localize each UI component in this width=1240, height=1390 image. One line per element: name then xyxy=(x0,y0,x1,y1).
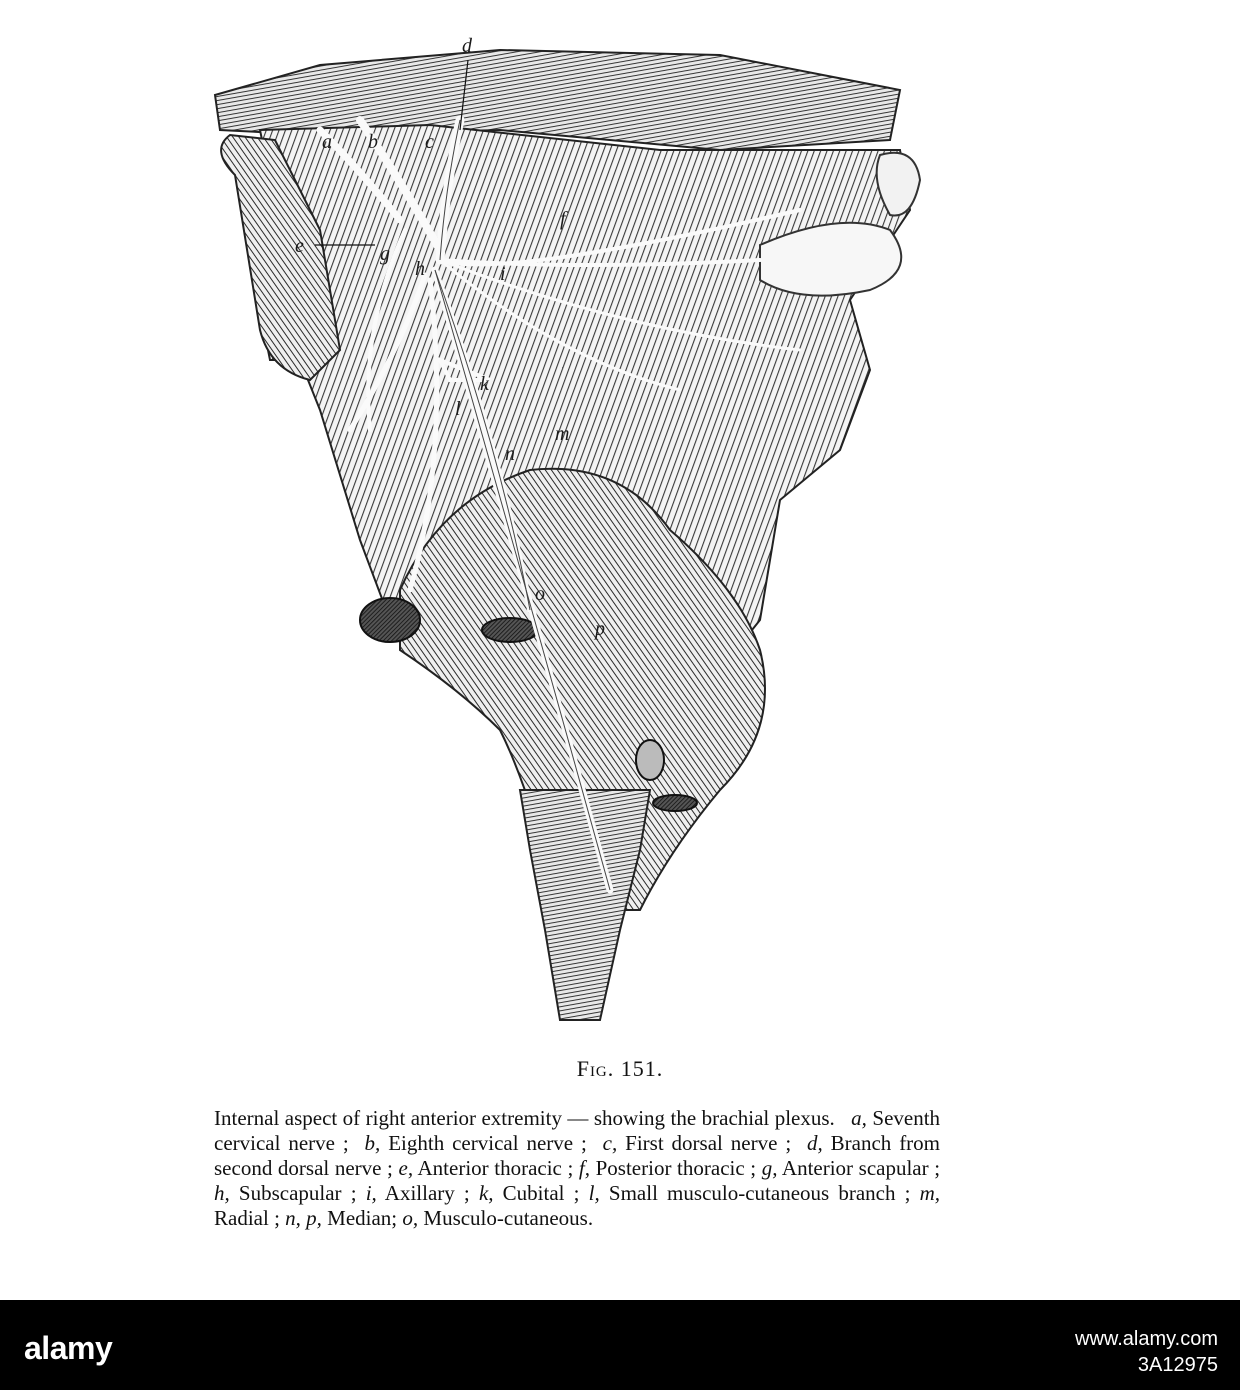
muscle-end-2 xyxy=(482,618,538,642)
label-i: i xyxy=(500,263,506,285)
caption-key-c: c, xyxy=(602,1131,618,1155)
caption-intro: Internal aspect of right anterior extremity — showing the xyxy=(214,1106,697,1130)
caption-key-b: b, xyxy=(364,1131,381,1155)
figure-title: Fig. 151. xyxy=(576,1056,664,1081)
caption-val-d: Branch from second dorsal nerve ; xyxy=(214,1131,941,1180)
stock-url: www.alamy.com xyxy=(1075,1328,1218,1350)
caption-key-f: f, xyxy=(578,1156,591,1180)
label-p: p xyxy=(595,618,605,640)
caption-key-h: h, xyxy=(214,1181,230,1205)
caption-val-b: Eighth cervical nerve ; xyxy=(388,1131,587,1155)
label-m: m xyxy=(555,423,570,445)
caption-key-a: a, xyxy=(851,1106,867,1130)
caption-key-np: n, p, xyxy=(285,1206,322,1230)
muscle-end-4 xyxy=(636,740,664,780)
label-b: b xyxy=(368,131,378,153)
caption-key-i: i, xyxy=(365,1181,377,1205)
caption-key-e: e, xyxy=(398,1156,414,1180)
stock-logo: alamy xyxy=(24,1330,113,1366)
caption-val-np: Median; xyxy=(327,1206,398,1230)
caption-val-h: Subscapular ; xyxy=(238,1181,357,1205)
caption-key-d: d, xyxy=(806,1131,823,1155)
caption-key-m: m, xyxy=(919,1181,941,1205)
caption-val-l: Small musculo-cutaneous branch ; xyxy=(608,1181,911,1205)
label-c: c xyxy=(425,131,434,153)
label-g: g xyxy=(380,243,390,265)
label-n: n xyxy=(505,443,515,465)
caption-intro-2: brachial plexus. xyxy=(701,1106,835,1130)
caption-val-g: Anterior scapular ; xyxy=(781,1156,941,1180)
caption-key-l: l, xyxy=(588,1181,600,1205)
caption-val-c: First dorsal nerve ; xyxy=(625,1131,792,1155)
caption-val-a: Seventh cervical nerve ; xyxy=(214,1106,941,1155)
caption-val-k: Cubital ; xyxy=(502,1181,580,1205)
muscle-end-3 xyxy=(653,795,697,811)
label-k: k xyxy=(480,373,489,395)
caption-key-o: o, xyxy=(402,1206,419,1230)
label-f: f xyxy=(560,208,566,230)
label-d: d xyxy=(462,35,472,57)
brachial-plexus-engraving xyxy=(200,30,940,1030)
label-o: o xyxy=(535,583,545,605)
caption-key-g: g, xyxy=(761,1156,778,1180)
stock-image-id: 3A12975 xyxy=(1137,1354,1218,1376)
label-e: e xyxy=(295,235,304,257)
muscle-end-1 xyxy=(360,598,420,642)
label-h: h xyxy=(415,258,425,280)
figure-caption xyxy=(214,1106,940,1231)
caption-val-e: Anterior thoracic ; xyxy=(417,1156,574,1180)
caption-val-f: Posterior thoracic ; xyxy=(595,1156,757,1180)
caption-val-m: Radial ; xyxy=(214,1206,280,1230)
caption-key-k: k, xyxy=(478,1181,494,1205)
label-l: l xyxy=(455,398,461,420)
label-a: a xyxy=(322,131,332,153)
caption-val-o: Musculo-cutaneous. xyxy=(423,1206,594,1230)
caption-val-i: Axillary ; xyxy=(384,1181,470,1205)
